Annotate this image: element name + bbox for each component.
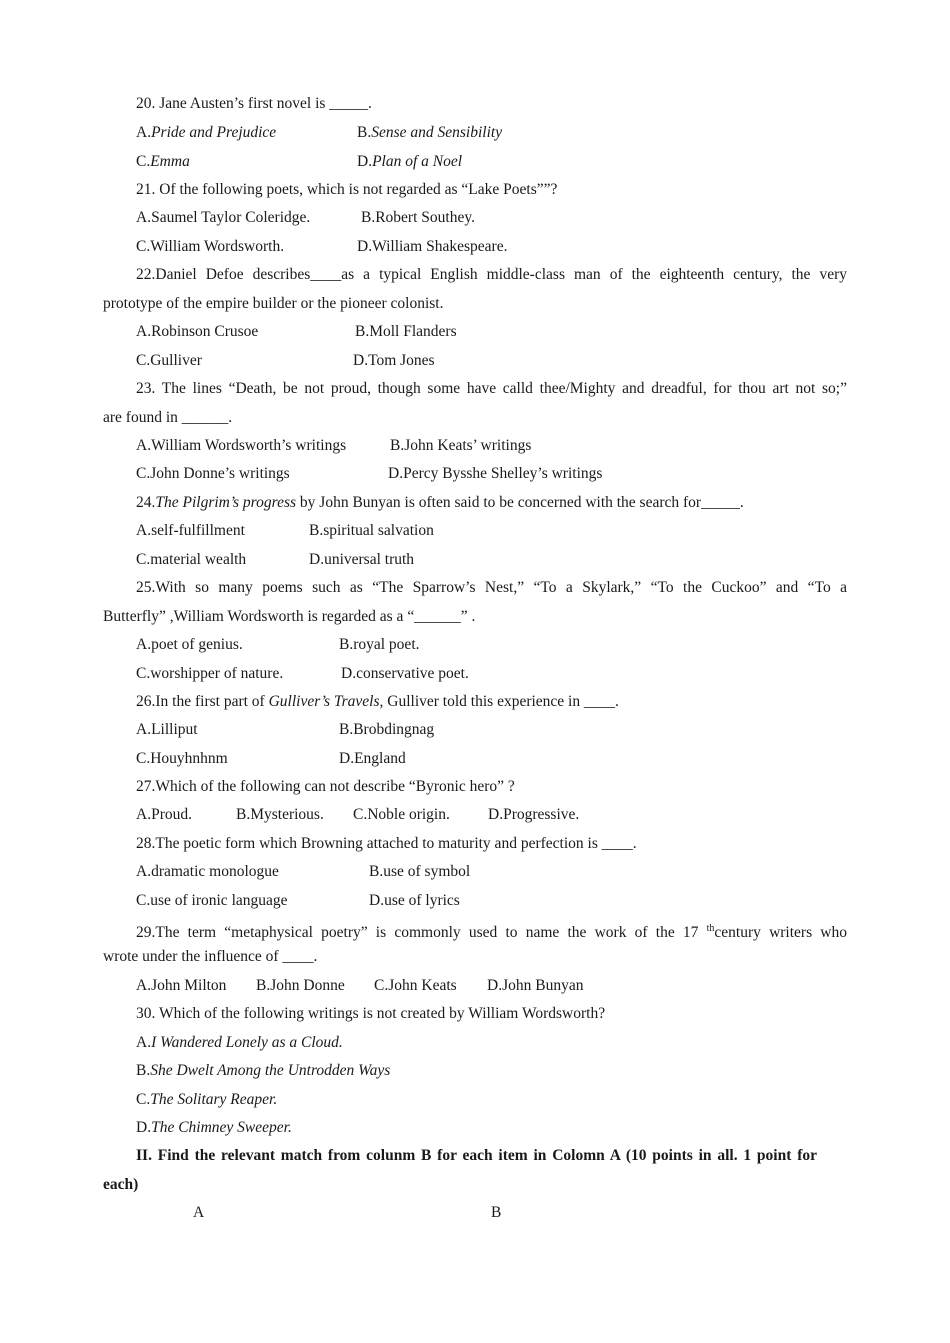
- question-stem: 29.The term “metaphysical poetry” is commonly used to name the work of the 17 $^{th}$century writers who: [136, 923, 847, 942]
- option-a: A.Pride and Prejudice: [136, 124, 277, 141]
- option-c: C.William Wordsworth.: [136, 238, 285, 255]
- option-b: B.John Keats’ writings: [390, 437, 532, 454]
- option-c: C.use of ironic language: [136, 892, 288, 909]
- exam-page: 20. Jane Austen’s first novel is _____. A.Pride and Prejudice B.Sense and Sensibility C.Emma D.Plan of a Noel 21. Of the following poets, which is not regarded as “Lake Poets””? A.Saumel Taylor Coleridge. B.Robert Southey. C.William Wordsworth. D.William Shakespeare. 22.Daniel Defoe describes____as a typical English middle-class man of the eighteenth century, the very prototype of the empire builder or the pioneer colonist. A.Robinson Crusoe B.Moll Flanders C.Gulliver D.Tom Jones 23. The lines “Death, be not proud, though some have calld thee/Mighty and dreadful, for thou art not so;” are found in ______. A.William Wordsworth’s writings B.John Keats’ writings C.John Donne’s writings D.Percy Bysshe Shelley’s writings 24.The Pilgrim’s progress by John Bunyan is often said to be concerned with the search for_____. A.self-fulfillment B.spiritual salvation C.material wealth D.universal truth 25.With so many poems such as “The Sparrow’s Nest,” “To a Skylark,” “To the Cuckoo” and “To a Butterfly” ,William Wordsworth is regarded as a “______” . A.poet of genius. B.royal poet. C.worshipper of nature. D.conservative poet. 26.In the first part of Gulliver’s Travels, Gulliver told this experience in ____. A.Lilliput B.Brobdingnag C.Houyhnhnm D.England 27.Which of the following can not describe “Byronic hero” ? A.Proud. B.Mysterious. C.Noble origin. D.Progressive. 28.The poetic form which Browning attached to maturity and perfection is ____. A.dramatic monologue B.use of symbol C.use of ironic language D.use of lyrics 29.The term “metaphysical poetry” is commonly used to name the work of the 17 $^{th}$century writers who wrote under the influence of ____. A.John Milton B.John Donne C.John Keats D.John Bunyan 30. Which of the following writings is not created by William Wordsworth? A.I Wandered Lonely as a Cloud. B.She Dwelt Among the Untrodden Ways C.The Solitary Reaper. D.The Chimney Sweeper. II. Find the relevant match from colunm B for each item in Colomn A (10 points in all. 1 point for each) A B: [103, 95, 847, 1221]
- question-stem: 26.In the first part of Gulliver’s Travels, Gulliver told this experience in ____.: [136, 693, 619, 710]
- option-a: A.William Wordsworth’s writings: [136, 437, 347, 454]
- option-d: D.Tom Jones: [353, 352, 435, 369]
- option-b: B.John Donne: [256, 977, 345, 994]
- option-b: B.use of symbol: [369, 863, 471, 880]
- option-a: A.John Milton: [136, 977, 227, 994]
- option-d: D.Plan of a Noel: [357, 153, 463, 170]
- question-stem: 22.Daniel Defoe describes____as a typical English middle-class man of the eighteenth century, the very: [136, 266, 847, 283]
- question-stem: 20. Jane Austen’s first novel is _____.: [136, 95, 372, 112]
- option-d: D.universal truth: [309, 551, 415, 568]
- option-a: A.Lilliput: [136, 721, 198, 738]
- option-c: C.Emma: [136, 153, 190, 170]
- question-stem: 27.Which of the following can not describe “Byronic hero” ?: [136, 778, 515, 795]
- option-d: D.William Shakespeare.: [357, 238, 508, 255]
- option-a: A.Proud.: [136, 806, 192, 823]
- question-stem: 30. Which of the following writings is not created by William Wordsworth?: [136, 1005, 606, 1022]
- question-stem: 21. Of the following poets, which is not regarded as “Lake Poets””?: [136, 181, 558, 198]
- option-c: C.Noble origin.: [353, 806, 450, 823]
- option-d: D.Percy Bysshe Shelley’s writings: [388, 465, 603, 482]
- option-b: B.Moll Flanders: [355, 323, 457, 340]
- question-stem: 24.The Pilgrim’s progress by John Bunyan is often said to be concerned with the search for_____.: [136, 494, 744, 511]
- option-d: D.use of lyrics: [369, 892, 460, 909]
- option-b: B.Robert Southey.: [361, 209, 475, 226]
- option-c: C.worshipper of nature.: [136, 665, 284, 682]
- option-d: D.England: [339, 750, 406, 767]
- question-stem: 25.With so many poems such as “The Sparrow’s Nest,” “To a Skylark,” “To the Cuckoo” and “To a: [136, 579, 847, 596]
- option-c: C.John Donne’s writings: [136, 465, 290, 482]
- option-d: D.conservative poet.: [341, 665, 469, 682]
- option-c: C.John Keats: [374, 977, 457, 994]
- option-c: C.material wealth: [136, 551, 247, 568]
- option-c: C.Gulliver: [136, 352, 202, 369]
- option-d: D.Progressive.: [488, 806, 580, 823]
- option-a: A.Robinson Crusoe: [136, 323, 259, 340]
- column-b-header: B: [491, 1204, 502, 1221]
- option-d: D.John Bunyan: [487, 977, 584, 994]
- option-a: A.Saumel Taylor Coleridge.: [136, 209, 311, 226]
- option-b: B.royal poet.: [339, 636, 420, 653]
- option-b: B.Sense and Sensibility: [357, 124, 503, 141]
- option-a: A.self-fulfillment: [136, 522, 245, 539]
- option-a: A.dramatic monologue: [136, 863, 279, 880]
- option-b: B.Mysterious.: [236, 806, 324, 823]
- option-b: B.Brobdingnag: [339, 721, 435, 738]
- question-stem: 28.The poetic form which Browning attached to maturity and perfection is ____.: [136, 835, 637, 852]
- question-stem: 23. The lines “Death, be not proud, though some have calld thee/Mighty and dreadful, for thou art not so;”: [136, 380, 847, 397]
- option-c: C.Houyhnhnm: [136, 750, 228, 767]
- option-b: B.spiritual salvation: [309, 522, 434, 539]
- option-a: A.poet of genius.: [136, 636, 243, 653]
- column-a-header: A: [193, 1204, 205, 1221]
